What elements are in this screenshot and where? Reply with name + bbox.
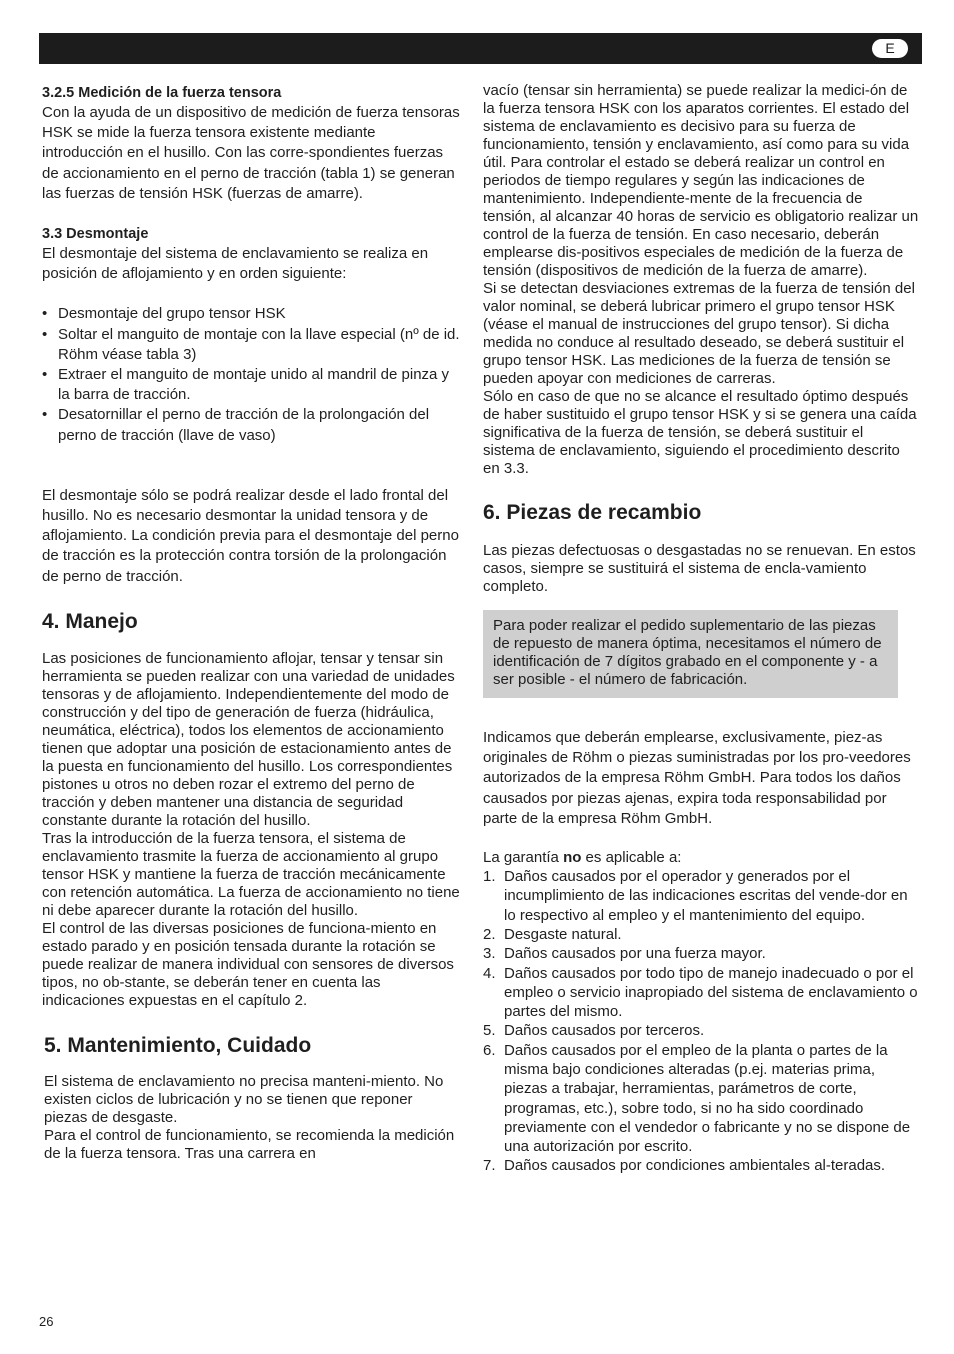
section-6 bbox=[483, 500, 919, 1176]
paragraph: Las piezas defectuosas o desgastadas no se renuevan. En estos casos, siempre se sustituirá el sistema de encla-vamiento completo. bbox=[483, 542, 916, 595]
section-5 bbox=[42, 1033, 460, 1163]
right-column bbox=[483, 82, 919, 1176]
paragraph: vacío (tensar sin herramienta) se puede realizar la medici-ón de la fuerza tensora HSK con los aparatos corrientes. El estado del sistema de enclavamiento es decisivo para su fuerza de funcionamiento, tensión y enclavamiento, así como para su vida útil. Para controlar el estado se deberá realizar un control en periodos de tiempo regulares y según las indicaciones de mantenimiento. Independiente-mente de la frecuencia de tensión, al alcanzar 40 horas de servicio es obligatorio realizar un control de la fuerza de tensión. En caso necesario, deberán emplearse dis-positivos especiales de medición de la fuerza de tensión (dispositivos de medición de la fuerza de amarre). bbox=[483, 82, 919, 279]
paragraph: El control de las diversas posiciones de funciona-miento en estado parado y en posición tensada durante la rotación se puede realizar de manera individual con sensores de diversos tipos, no ob-stante, se deberán tener en cuenta las indicaciones expuestas en el capítulo 2. bbox=[42, 919, 454, 1009]
paragraph: El desmontaje sólo se podrá realizar desde el lado frontal del husillo. No es necesario desmontar la unidad tensora y de aflojamiento. La condición previa para el desmontaje del perno de tracción es la protección contra torsión de la prolongación de perno de tracción. bbox=[42, 486, 459, 585]
warranty-exclusion-list bbox=[483, 867, 919, 1176]
item-number: 7. bbox=[483, 1157, 496, 1175]
paragraph: Con la ayuda de un dispositivo de medición de fuerza tensoras HSK se mide la fuerza tensora existente mediante introducción en el husillo. Con las corre-spondientes fuerzas de accionamiento en el perno de tracción (tabla 1) se generan las fuerzas de tensión HSK (fuerzas de amarre). bbox=[42, 104, 460, 202]
item-text: Daños causados por una fuerza mayor. bbox=[504, 945, 766, 963]
paragraph: Indicamos que deberán emplearse, exclusivamente, piez-as originales de Röhm o piezas suministradas por los pro-veedores autorizados de la empresa Röhm GmbH. Para todos los daños causados por piezas ajenas, expira toda responsabilidad por parte de la empresa Röhm GmbH. bbox=[483, 729, 911, 827]
list-item bbox=[483, 867, 919, 925]
warranty-intro bbox=[483, 848, 919, 867]
warranty-emphasis: no bbox=[563, 849, 582, 867]
list-item: • Soltar el manguito de montaje con la llave especial (nº de id. Röhm véase tabla 3) bbox=[42, 325, 460, 365]
warranty-text: es aplicable a: bbox=[581, 849, 682, 867]
paragraph: Las posiciones de funcionamiento aflojar, tensar y tensar sin herramienta se pueden realizar con una variedad de unidades tensoras y de aflojamiento. Independientemente del modo de construcción y del tipo de generación de fuerza (hidráulica, neumática, eléctrica), todos los elementos de accionamiento tienen que adoptar una posición de estacionamiento antes de la puesta en funcionamiento del husillo. Los correspondientes pistones u otros no deben rozar el extremo del perno de tracción y deben mantener una distancia de seguridad constante durante la rotación del husillo. bbox=[42, 649, 455, 829]
list-item: • Extraer el manguito de montaje unido al mandril de pinza y la barra de tracción. bbox=[42, 365, 460, 405]
list-item: • Desatornillar el perno de tracción de la prolongación del perno de tracción (llave de vaso) bbox=[42, 405, 460, 445]
page-number: 26 bbox=[39, 1314, 54, 1329]
item-text: Desgaste natural. bbox=[504, 925, 622, 943]
bullet-list bbox=[42, 304, 460, 445]
warranty-text: La garantía bbox=[483, 849, 564, 867]
paragraph: El sistema de enclavamiento no precisa manteni-miento. No existen ciclos de lubricación y no se tienen que reponer piezas de desgaste. bbox=[44, 1072, 444, 1126]
notice-box bbox=[483, 610, 898, 698]
item-text: Daños causados por todo tipo de manejo inadecuado o por el empleo o servicio inapropiado del sistema de enclavamiento o partes del mismo. bbox=[504, 964, 918, 1021]
section-3-3 bbox=[42, 224, 460, 587]
list-item bbox=[483, 925, 919, 944]
list-item bbox=[483, 964, 919, 1022]
paragraph: Si se detectan desviaciones extremas de la fuerza de tensión del valor nominal, se deberá lubricar primero el grupo tensor HSK (véase el manual de instrucciones del grupo tensor). Si dicha medida no conduce al resultado deseado, se deberá sustituir el grupo tensor HSK. Las mediciones de la fuerza de tensión se pueden apoyar con mediciones de carreras. bbox=[483, 280, 915, 387]
item-text: Daños causados por terceros. bbox=[504, 1022, 705, 1040]
item-text: Daños causados por condiciones ambientales al-teradas. bbox=[504, 1157, 886, 1175]
section-title: 6. Piezas de recambio bbox=[483, 501, 702, 524]
item-number: 6. bbox=[483, 1041, 496, 1059]
item-text: Daños causados por el empleo de la planta o partes de la misma bajo condiciones alteradas (p.ej. materias prima, piezas a trabajar, herramientas, parámetros de corte, programas, etc.), sobre todo, si no ha sido coordinado previamente con el vendedor o fabricante y no se dispone de una autorización por escrito. bbox=[504, 1041, 911, 1156]
list-item bbox=[483, 1021, 919, 1040]
item-text: Daños causados por el operador y generados por el incumplimiento de las indicaciones escritas del vende-dor en lo respectivo al empleo y el mantenimiento del equipo. bbox=[504, 868, 908, 924]
paragraph: Para el control de funcionamiento, se recomienda la medición de la fuerza tensora. Tras una carrera en bbox=[44, 1126, 455, 1162]
item-number: 4. bbox=[483, 964, 496, 982]
list-item bbox=[483, 944, 919, 963]
list-item bbox=[483, 1156, 919, 1175]
notice-text: Para poder realizar el pedido suplementario de las piezas de repuesto de manera óptima, necesitamos el número de identificación de 7 dígitos grabado en el componente y - a ser posible - el número de fabricación. bbox=[493, 617, 882, 688]
section-heading: 3.2.5 Medición de la fuerza tensora bbox=[42, 85, 282, 101]
paragraph: El desmontaje del sistema de enclavamiento se realiza en posición de aflojamiento y en orden siguiente: bbox=[42, 245, 429, 283]
paragraph: Tras la introducción de la fuerza tensora, el sistema de enclavamiento trasmite la fuerza de accionamiento al grupo tensor HSK y mantiene la fuerza de tracción mecánicamente con retención automática. La fuerza de accionamiento no tiene ni debe aparecer durante la rotación del husillo. bbox=[42, 829, 460, 919]
paragraph: Sólo en caso de que no se alcance el resultado óptimo después de haber sustituido el grupo tensor HSK y si se genera una caída significativa de la fuerza de tensión, se deberá sustituir el sistema de enclavamiento, siguiendo el procedimiento descrito en 3.3. bbox=[483, 388, 917, 477]
section-title: 4. Manejo bbox=[42, 609, 138, 633]
item-number: 3. bbox=[483, 945, 496, 963]
item-number: 5. bbox=[483, 1022, 496, 1040]
list-item bbox=[483, 1041, 919, 1157]
language-badge: E bbox=[872, 39, 908, 58]
section-title: 5. Mantenimiento, Cuidado bbox=[44, 1033, 312, 1057]
item-number: 2. bbox=[483, 925, 496, 943]
list-item: • Desmontaje del grupo tensor HSK bbox=[42, 304, 460, 324]
left-column bbox=[42, 83, 460, 1163]
item-number: 1. bbox=[483, 868, 496, 886]
section-3-2-5 bbox=[42, 83, 460, 204]
header-bar bbox=[39, 33, 922, 64]
section-4 bbox=[42, 609, 460, 1010]
section-heading: 3.3 Desmontaje bbox=[42, 226, 149, 243]
